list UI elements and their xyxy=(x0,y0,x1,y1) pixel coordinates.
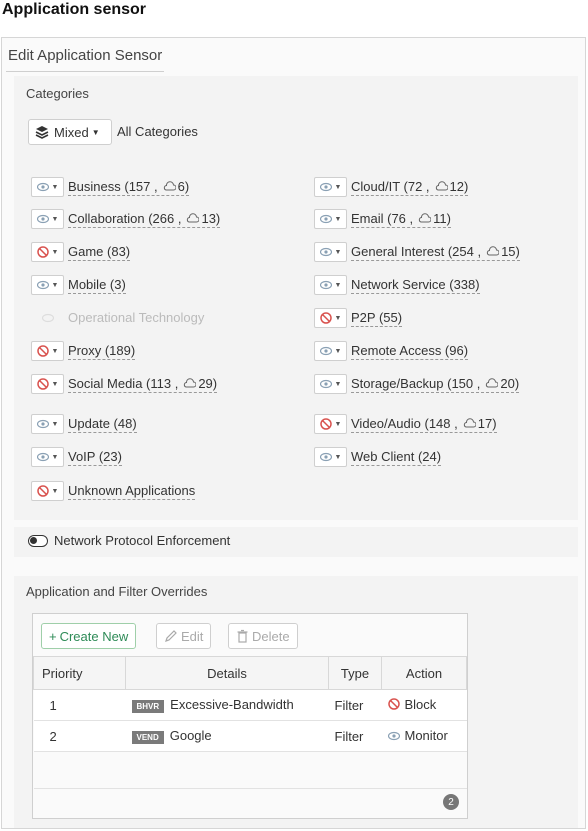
panel-title-divider xyxy=(6,71,164,72)
action-cell xyxy=(382,690,467,721)
category-label[interactable] xyxy=(68,277,126,294)
caret-down-icon: ▼ xyxy=(91,127,100,137)
network-protocol-toggle[interactable] xyxy=(28,535,48,547)
category-action-dropdown[interactable] xyxy=(31,242,64,262)
cloud-icon xyxy=(463,418,476,428)
monitor-eye-icon xyxy=(37,214,49,224)
category-item[interactable] xyxy=(314,176,468,198)
category-name: Social Media (113 , xyxy=(68,375,179,391)
category-name: P2P (55) xyxy=(351,309,403,325)
table-row[interactable] xyxy=(34,721,467,752)
category-item[interactable] xyxy=(314,446,441,468)
category-action-dropdown[interactable] xyxy=(31,447,64,467)
category-label[interactable] xyxy=(68,449,122,466)
category-name: Video/Audio (148 , xyxy=(351,415,458,431)
category-name: Update (48) xyxy=(68,415,137,431)
category-name: Game (83) xyxy=(68,243,131,259)
page-title: Application sensor xyxy=(2,1,147,18)
monitor-eye-icon xyxy=(37,419,49,429)
category-name: Operational Technology xyxy=(68,310,205,325)
monitor-eye-icon xyxy=(320,247,332,257)
monitor-eye-icon xyxy=(37,280,49,290)
caret-down-icon: ▼ xyxy=(334,347,342,355)
category-cloud-count: 6) xyxy=(177,178,190,194)
column-header-type[interactable]: Type xyxy=(329,657,382,690)
pencil-icon xyxy=(164,629,178,643)
priority-cell: 2 xyxy=(34,721,126,752)
category-label[interactable] xyxy=(351,376,519,393)
category-name: Storage/Backup (150 , xyxy=(351,375,481,391)
detail-text: Excessive-Bandwidth xyxy=(170,697,294,713)
category-action-dropdown[interactable] xyxy=(31,177,64,197)
delete-label: Delete xyxy=(252,628,290,644)
category-name: Web Client (24) xyxy=(351,448,442,464)
detail-text: Google xyxy=(169,728,212,744)
caret-down-icon: ▼ xyxy=(334,453,342,461)
category-item[interactable] xyxy=(314,340,468,362)
category-item[interactable] xyxy=(31,340,135,362)
category-name: General Interest (254 , xyxy=(351,243,482,259)
monitor-eye-icon xyxy=(320,182,332,192)
caret-down-icon: ▼ xyxy=(334,281,342,289)
category-action-dropdown[interactable] xyxy=(31,341,64,361)
category-action-dropdown[interactable] xyxy=(314,242,347,262)
caret-down-icon: ▼ xyxy=(51,215,59,223)
category-action-dropdown[interactable] xyxy=(314,209,347,229)
category-label[interactable] xyxy=(351,211,451,228)
category-cloud-count: 29) xyxy=(198,375,218,391)
category-name: Cloud/IT (72 , xyxy=(351,178,430,194)
monitor-eye-icon xyxy=(320,214,332,224)
category-action-dropdown[interactable] xyxy=(314,177,347,197)
category-item[interactable] xyxy=(314,241,520,263)
caret-down-icon: ▼ xyxy=(51,380,59,388)
cloud-icon xyxy=(183,378,196,388)
action-cell xyxy=(382,721,467,752)
category-cloud-count: 11) xyxy=(433,210,451,226)
all-categories-label: All Categories xyxy=(117,124,198,139)
type-cell: Filter xyxy=(329,690,382,721)
empty-row xyxy=(34,752,467,789)
category-action-dropdown[interactable] xyxy=(314,447,347,467)
caret-down-icon: ▼ xyxy=(51,281,59,289)
category-cloud-count: 15) xyxy=(501,243,520,259)
cloud-icon xyxy=(186,213,199,223)
overrides-table xyxy=(33,656,467,789)
detail-badge: VEND xyxy=(132,731,164,744)
block-icon xyxy=(37,485,49,497)
category-item[interactable] xyxy=(31,373,217,395)
column-header-details[interactable]: Details xyxy=(126,657,329,690)
category-name: Collaboration (266 , xyxy=(68,210,182,226)
category-name: Unknown Applications xyxy=(68,482,196,498)
category-label[interactable] xyxy=(351,244,520,261)
category-action-dropdown[interactable] xyxy=(314,374,347,394)
category-item[interactable] xyxy=(314,274,480,296)
monitor-eye-icon xyxy=(320,346,332,356)
category-cloud-count: 12) xyxy=(449,178,469,194)
column-header-action[interactable]: Action xyxy=(382,657,467,690)
monitor-eye-icon xyxy=(320,379,332,389)
overrides-table-panel xyxy=(32,613,468,819)
category-name: VoIP (23) xyxy=(68,448,122,464)
cloud-icon xyxy=(486,246,499,256)
category-action-dropdown[interactable] xyxy=(314,275,347,295)
caret-down-icon: ▼ xyxy=(334,215,342,223)
category-label[interactable] xyxy=(351,277,480,294)
action-text: Block xyxy=(404,696,437,712)
category-item[interactable] xyxy=(31,446,122,468)
category-item xyxy=(31,307,204,329)
category-cloud-count: 13) xyxy=(201,210,221,226)
cloud-icon xyxy=(435,181,448,191)
category-item[interactable] xyxy=(31,480,195,502)
cloud-icon xyxy=(418,213,431,223)
category-label[interactable] xyxy=(351,343,468,360)
category-label[interactable] xyxy=(351,310,402,327)
cloud-icon xyxy=(485,378,498,388)
caret-down-icon: ▼ xyxy=(334,183,342,191)
category-label xyxy=(68,310,204,326)
column-header-priority[interactable]: Priority xyxy=(34,657,126,690)
details-cell xyxy=(126,721,329,752)
mixed-label: Mixed xyxy=(54,124,89,140)
category-action-dropdown[interactable] xyxy=(31,209,64,229)
category-label[interactable] xyxy=(351,179,468,196)
plus-icon: + xyxy=(49,628,57,644)
category-item[interactable] xyxy=(31,413,137,435)
action-text: Monitor xyxy=(404,728,448,744)
block-icon xyxy=(388,698,400,710)
caret-down-icon: ▼ xyxy=(334,420,342,428)
caret-down-icon: ▼ xyxy=(334,248,342,256)
category-label[interactable] xyxy=(351,416,497,433)
overrides-heading: Application and Filter Overrides xyxy=(26,584,208,599)
caret-down-icon: ▼ xyxy=(51,248,59,256)
block-icon xyxy=(320,312,332,324)
trash-icon xyxy=(236,629,249,643)
network-protocol-toggle-row[interactable] xyxy=(28,533,230,548)
category-item[interactable] xyxy=(31,274,126,296)
categories-heading: Categories xyxy=(26,86,89,101)
create-new-label: Create New xyxy=(59,628,129,644)
edit-button[interactable] xyxy=(156,623,211,649)
category-name: Email (76 , xyxy=(351,210,414,226)
category-action-dropdown xyxy=(31,308,64,328)
caret-down-icon: ▼ xyxy=(51,347,59,355)
category-action-dropdown[interactable] xyxy=(31,275,64,295)
block-icon xyxy=(320,418,332,430)
priority-cell: 1 xyxy=(34,690,126,721)
edit-label: Edit xyxy=(181,628,204,644)
category-action-dropdown[interactable] xyxy=(31,481,64,501)
category-action-dropdown[interactable] xyxy=(314,414,347,434)
caret-down-icon: ▼ xyxy=(51,487,59,495)
row-count-badge: 2 xyxy=(443,794,459,810)
category-item[interactable] xyxy=(31,208,220,230)
category-cloud-count: 20) xyxy=(500,375,520,391)
layers-icon xyxy=(35,125,49,139)
caret-down-icon: ▼ xyxy=(51,453,59,461)
network-protocol-label: Network Protocol Enforcement xyxy=(54,533,231,548)
category-item[interactable] xyxy=(314,373,519,395)
category-label[interactable] xyxy=(68,179,189,196)
category-label[interactable] xyxy=(351,449,441,466)
category-name: Remote Access (96) xyxy=(351,342,469,358)
monitor-eye-icon xyxy=(37,182,49,192)
category-label[interactable] xyxy=(68,483,195,500)
caret-down-icon: ▼ xyxy=(51,420,59,428)
monitor-eye-icon xyxy=(320,280,332,290)
type-cell: Filter xyxy=(329,721,382,752)
category-label[interactable] xyxy=(68,244,130,261)
monitor-eye-icon xyxy=(388,731,400,741)
category-label[interactable] xyxy=(68,211,220,228)
monitor-eye-icon xyxy=(320,452,332,462)
category-label[interactable] xyxy=(68,343,135,360)
category-name: Proxy (189) xyxy=(68,342,136,358)
caret-down-icon: ▼ xyxy=(334,380,342,388)
cloud-icon xyxy=(163,181,176,191)
caret-down-icon: ▼ xyxy=(51,183,59,191)
disabled-eye-icon xyxy=(42,313,54,323)
category-item[interactable] xyxy=(31,176,189,198)
delete-button[interactable] xyxy=(228,623,298,649)
category-item[interactable] xyxy=(314,413,497,435)
table-header-row xyxy=(34,657,467,690)
panel-title: Edit Application Sensor xyxy=(8,47,163,64)
category-item[interactable] xyxy=(31,241,130,263)
category-cloud-count: 17) xyxy=(477,415,497,431)
category-action-dropdown[interactable] xyxy=(31,414,64,434)
category-item[interactable] xyxy=(314,307,402,329)
create-new-button[interactable] xyxy=(41,623,136,649)
category-name: Network Service (338) xyxy=(351,276,480,292)
caret-down-icon: ▼ xyxy=(334,314,342,322)
table-row[interactable] xyxy=(34,690,467,721)
mixed-action-dropdown[interactable] xyxy=(28,119,112,145)
block-icon xyxy=(37,345,49,357)
detail-badge: BHVR xyxy=(132,700,165,713)
category-name: Mobile (3) xyxy=(68,276,126,292)
category-action-dropdown[interactable] xyxy=(314,308,347,328)
category-action-dropdown[interactable] xyxy=(31,374,64,394)
category-label[interactable] xyxy=(68,416,137,433)
category-item[interactable] xyxy=(314,208,451,230)
block-icon xyxy=(37,246,49,258)
category-label[interactable] xyxy=(68,376,217,393)
block-icon xyxy=(37,378,49,390)
monitor-eye-icon xyxy=(37,452,49,462)
category-name: Business (157 , xyxy=(68,178,158,194)
details-cell xyxy=(126,690,329,721)
category-action-dropdown[interactable] xyxy=(314,341,347,361)
